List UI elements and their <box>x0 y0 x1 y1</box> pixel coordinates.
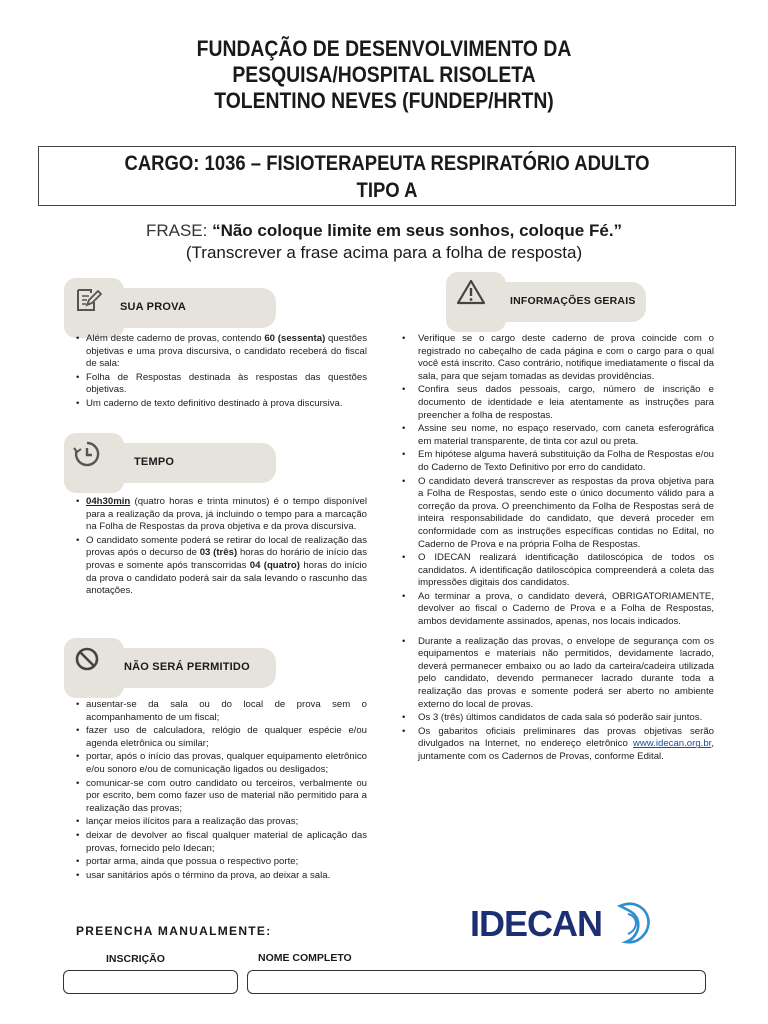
tempo-header <box>72 443 276 483</box>
frase-block <box>0 220 768 264</box>
clock-icon <box>72 439 102 469</box>
list-item: • Confira seus dados pessoais, cargo, número de inscrição e documento de identidade e leia atentamente as instruções para preencher a folha de respostas. <box>398 384 714 422</box>
idecan-link[interactable]: www.idecan.org.br <box>632 738 712 750</box>
frase-label: FRASE: <box>145 221 208 240</box>
prohibited-icon <box>74 646 100 672</box>
idecan-logo <box>470 898 670 948</box>
list-item: • Além deste caderno de provas, contendo 60 (sessenta) questões objetivas e uma prova discursiva, o candidato receberá do fiscal de sala: <box>74 333 367 371</box>
list-item: • portar, após o início das provas, qualquer equipamento eletrônico e/ou sonoro e/ou de comunicação ligados ou desligados; <box>74 751 367 776</box>
list-item: • lançar meios ilícitos para a realização das provas; <box>74 816 367 829</box>
list-item: • 04h30min (quatro horas e trinta minutos) é o tempo disponível para a realização da prova, já incluindo o tempo para a marcação na Folha de Respostas da prova objetiva e da prova discursiva. <box>74 496 367 534</box>
frase-text: “Não coloque limite em seus sonhos, coloque Fé.” <box>212 221 623 240</box>
sua-prova-header <box>72 288 276 328</box>
logo-text: IDECAN <box>470 903 603 944</box>
nao-permitido-list <box>74 699 367 883</box>
cargo-line: CARGO: 1036 – FISIOTERAPEUTA RESPIRATÓRIO ADULTO <box>124 152 650 175</box>
list-item: • O IDECAN realizará identificação datiloscópica de todos os candidatos. A identificação datiloscópica compreenderá a coleta das impressões digitais dos candidatos. <box>398 552 714 590</box>
document-title <box>46 36 722 114</box>
title-line-1: FUNDAÇÃO DE DESENVOLVIMENTO DA <box>196 36 572 61</box>
informacoes-list <box>398 333 714 765</box>
list-item: • portar arma, ainda que possua o respectivo porte; <box>74 856 367 869</box>
list-item: • Ao terminar a prova, o candidato deverá, OBRIGATORIAMENTE, devolver ao fiscal o Caderno de Prova e a Folha de Respostas, ambos devidamente assinados, apenas, nos locais indicados. <box>398 591 714 629</box>
tipo-line: TIPO A <box>356 179 418 202</box>
tempo-title: TEMPO <box>134 456 175 468</box>
list-item: • usar sanitários após o término da prova, ao deixar a sala. <box>74 870 367 883</box>
list-item: • Os gabaritos oficiais preliminares das provas objetivas serão divulgados na Internet, no endereço eletrônico www.idecan.org.br, juntamente com os Cadernos de Provas, conforme Edital. <box>398 726 714 764</box>
nao-permitido-header <box>72 648 276 688</box>
list-item: • Folha de Respostas destinada às respostas das questões objetivas. <box>74 372 367 397</box>
list-item: • deixar de devolver ao fiscal qualquer material de aplicação das provas, fornecido pelo Idecan; <box>74 830 367 855</box>
list-item: • O candidato somente poderá se retirar do local de realização das provas após o decurso de 03 (três) horas do horário de início das provas e somente após transcorridas 04 (quatro) horas do início da prova o candidato poderá sair da sala levando o rascunho das anotações. <box>74 535 367 598</box>
list-item: • Em hipótese alguma haverá substituição da Folha de Respostas e/ou do Caderno de Texto Definitivo por erro do candidato. <box>398 449 714 474</box>
list-item: • comunicar-se com outro candidato ou terceiros, verbalmente ou por escrito, bem como fazer uso de material não permitido para a realização das provas; <box>74 778 367 816</box>
nome-completo-field[interactable] <box>247 970 706 994</box>
nao-permitido-title: NÃO SERÁ PERMITIDO <box>124 661 250 673</box>
sua-prova-title: SUA PROVA <box>120 301 186 313</box>
informacoes-title: INFORMAÇÕES GERAIS <box>510 295 636 307</box>
sua-prova-list <box>74 333 367 412</box>
nome-completo-label: NOME COMPLETO <box>258 952 352 964</box>
title-line-2: PESQUISA/HOSPITAL RISOLETA <box>232 62 536 87</box>
tempo-list <box>74 496 367 599</box>
list-item: • fazer uso de calculadora, relógio de qualquer espécie e/ou agenda eletrônica ou similar; <box>74 725 367 750</box>
list-item: • Durante a realização das provas, o envelope de segurança com os equipamentos e materiais não permitidos, devidamente lacrado, deverá permanecer embaixo ou ao lado da carteira/cadeira utilizada pelo candidato, devendo permanecer lacrado durante toda a realização das provas e somente poderá ser aberto no ambiente externo do local de provas. <box>398 636 714 712</box>
inscricao-label: INSCRIÇÃO <box>106 953 165 965</box>
cargo-box <box>38 146 736 206</box>
informacoes-header <box>454 282 646 322</box>
exam-edit-icon <box>74 286 102 314</box>
list-item: • O candidato deverá transcrever as respostas da prova objetiva para a Folha de Respostas, sendo este o único documento válido para a correção da prova. O preenchimento da Folha de Respostas será de inteira responsabilidade do candidato, que deverá proceder em conformidade com as instruções específicas contidas no Edital, no Caderno de Prova e na própria Folha de Respostas. <box>398 476 714 552</box>
inscricao-field[interactable] <box>63 970 238 994</box>
list-item: • Assine seu nome, no espaço reservado, com caneta esferográfica em material transparente, de tinta cor azul ou preta. <box>398 423 714 448</box>
list-item: • Verifique se o cargo deste caderno de prova coincide com o registrado no cabeçalho de cada página e com o cargo para o qual você está inscrito. Caso contrário, notifique imediatamente o fiscal da sala, para que sejam tomadas as devidas providências. <box>398 333 714 383</box>
title-line-3: TOLENTINO NEVES (FUNDEP/HRTN) <box>214 88 554 113</box>
list-item: • Um caderno de texto definitivo destinado à prova discursiva. <box>74 398 367 411</box>
preencha-manualmente-label: PREENCHA MANUALMENTE: <box>76 924 272 938</box>
warning-icon <box>456 278 486 306</box>
frase-instruction: (Transcrever a frase acima para a folha de resposta) <box>185 243 583 262</box>
list-item: • Os 3 (três) últimos candidatos de cada sala só poderão sair juntos. <box>398 712 714 725</box>
list-item: • ausentar-se da sala ou do local de prova sem o acompanhamento de um fiscal; <box>74 699 367 724</box>
